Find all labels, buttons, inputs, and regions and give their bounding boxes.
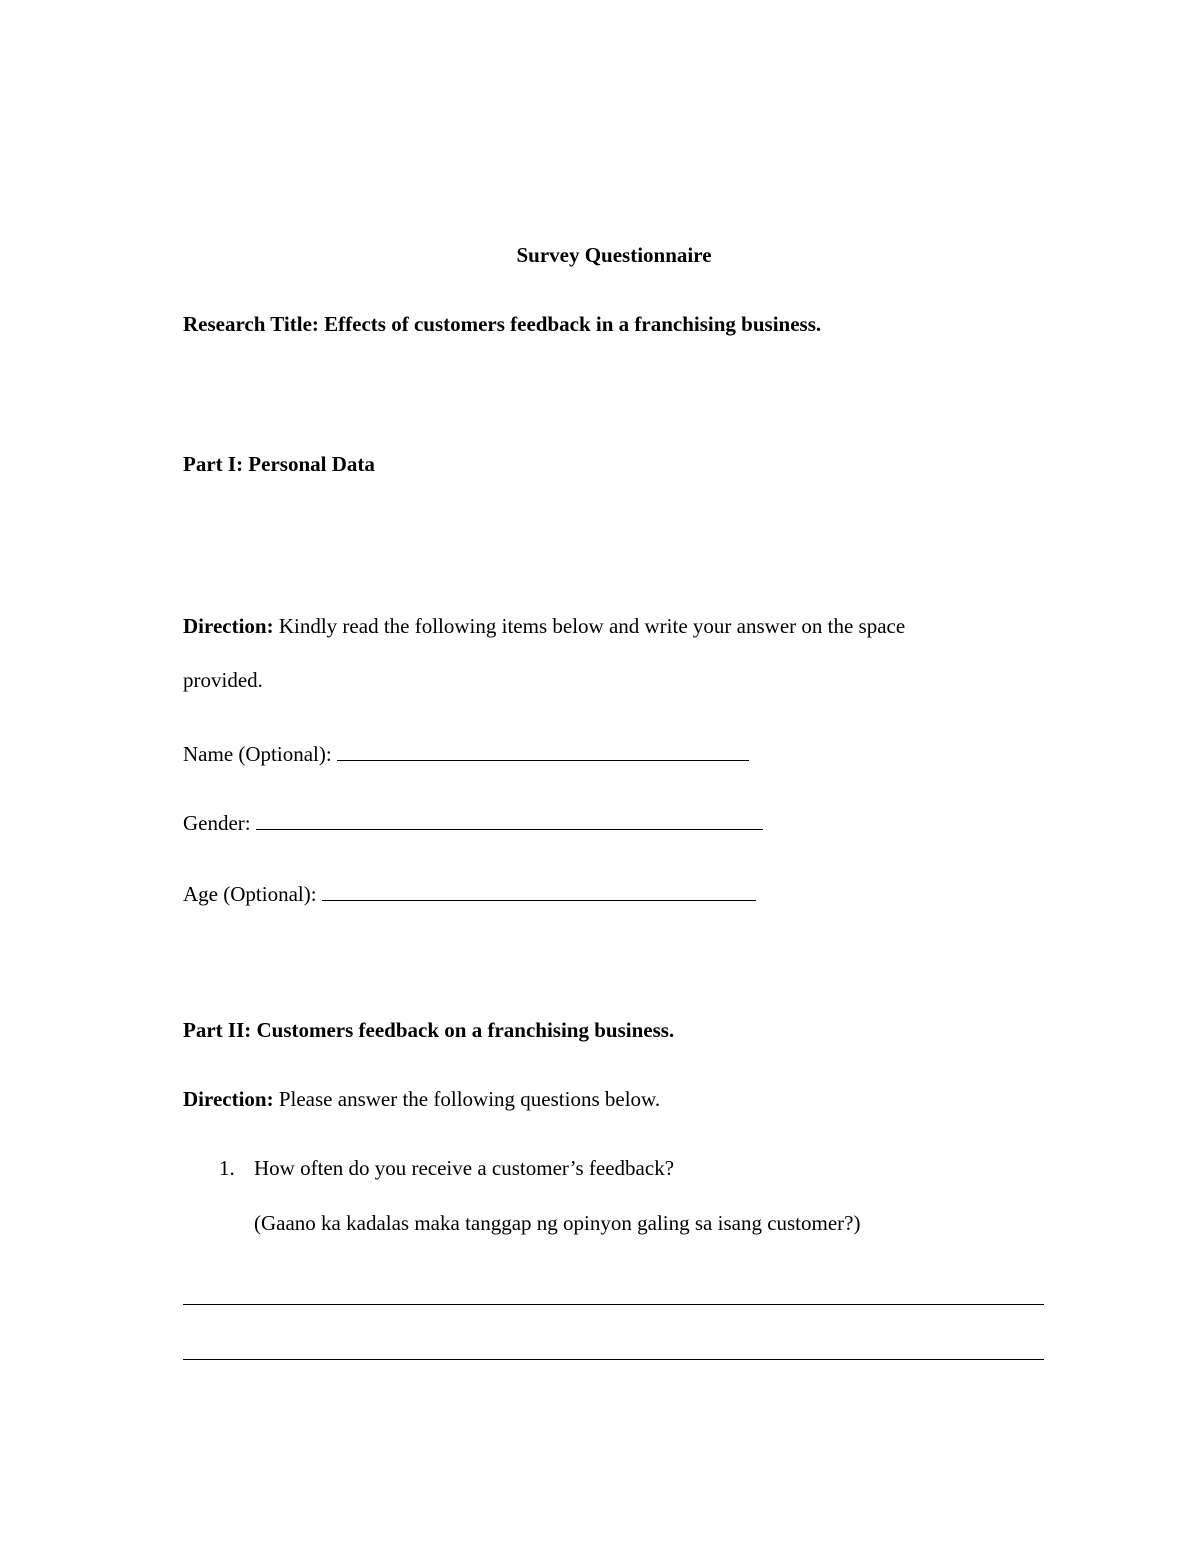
document-title: Survey Questionnaire xyxy=(516,243,712,267)
part1-direction-continued: provided. xyxy=(183,668,263,692)
part1-direction-text: Kindly read the following items below and write your answer on the space xyxy=(273,614,906,638)
name-field-label: Name (Optional): xyxy=(183,742,337,766)
part1-heading: Part I: Personal Data xyxy=(183,452,375,476)
part2-direction-text: Please answer the following questions below. xyxy=(273,1087,661,1111)
question-translation: (Gaano ka kadalas maka tanggap ng opinyon galing sa isang customer?) xyxy=(254,1211,861,1235)
gender-field-row xyxy=(183,809,763,834)
gender-field-blank[interactable] xyxy=(256,809,763,830)
name-field-blank[interactable] xyxy=(337,740,749,761)
age-field-row xyxy=(183,880,756,905)
gender-field-label: Gender: xyxy=(183,811,256,835)
age-field-blank[interactable] xyxy=(322,880,756,901)
age-field-label: Age (Optional): xyxy=(183,882,322,906)
question-number: 1. xyxy=(219,1156,235,1180)
name-field-row xyxy=(183,740,749,765)
research-title: Research Title: Effects of customers feedback in a franchising business. xyxy=(183,312,822,336)
answer-line[interactable] xyxy=(183,1359,1044,1360)
answer-line[interactable] xyxy=(183,1304,1044,1305)
part2-direction xyxy=(183,1089,660,1110)
question-text: How often do you receive a customer’s feedback? xyxy=(254,1156,675,1180)
part2-heading: Part II: Customers feedback on a franchising business. xyxy=(183,1018,675,1042)
part1-direction-label: Direction: xyxy=(183,614,274,638)
part2-direction-label: Direction: xyxy=(183,1087,274,1111)
part1-direction xyxy=(183,616,905,637)
